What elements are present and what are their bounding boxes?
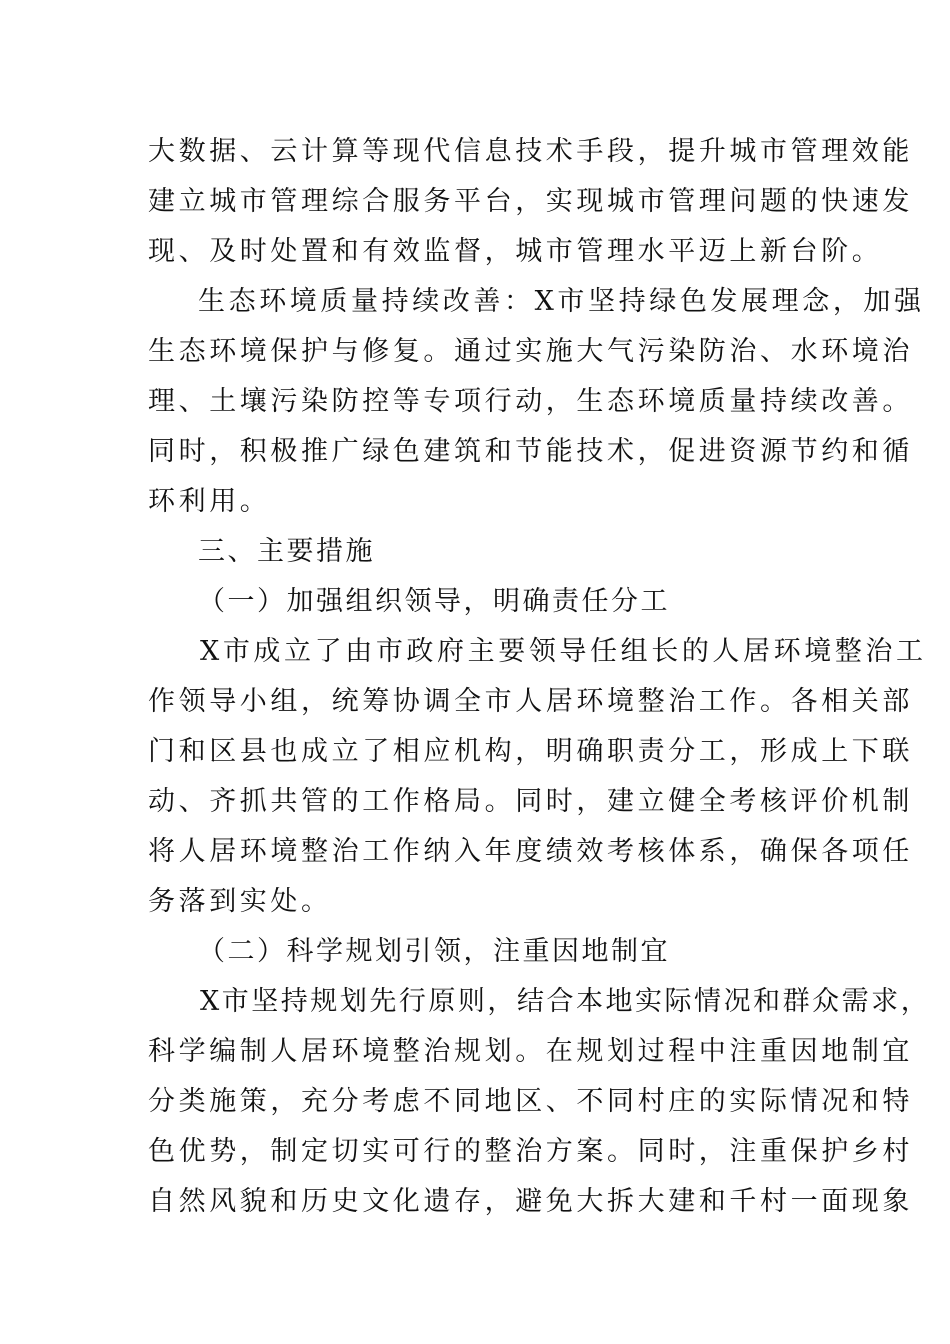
section-heading: 三、主要措施 (198, 536, 375, 567)
paragraph-line: 将人居环境整治工作纳入年度绩效考核体系，确保各项任 (148, 836, 913, 867)
paragraph-line: 科学编制人居环境整治规划。在规划过程中注重因地制宜 (148, 1036, 913, 1067)
paragraph-line: 建立城市管理综合服务平台，实现城市管理问题的快速发 (148, 186, 913, 217)
paragraph-line: 自然风貌和历史文化遗存，避免大拆大建和千村一面现象 (148, 1186, 913, 1217)
paragraph-line: 生态环境质量持续改善：X市坚持绿色发展理念，加强 (198, 286, 925, 317)
paragraph-line: 门和区县也成立了相应机构，明确职责分工，形成上下联 (148, 736, 913, 767)
paragraph-line: 色优势，制定切实可行的整治方案。同时，注重保护乡村 (148, 1136, 913, 1167)
paragraph-line: 大数据、云计算等现代信息技术手段，提升城市管理效能 (148, 136, 913, 167)
subsection-heading: （二）科学规划引领，注重因地制宜 (198, 936, 670, 967)
paragraph-line: 理、土壤污染防控等专项行动，生态环境质量持续改善。 (148, 386, 913, 417)
paragraph-line: X市坚持规划先行原则，结合本地实际情况和群众需求， (200, 986, 931, 1017)
subsection-heading: （一）加强组织领导，明确责任分工 (198, 586, 670, 617)
paragraph-line: 现、及时处置和有效监督，城市管理水平迈上新台阶。 (148, 236, 883, 267)
paragraph-line: X市成立了由市政府主要领导任组长的人居环境整治工 (200, 636, 927, 667)
paragraph-line: 生态环境保护与修复。通过实施大气污染防治、水环境治 (148, 336, 913, 367)
paragraph-line: 同时，积极推广绿色建筑和节能技术，促进资源节约和循 (148, 436, 913, 467)
paragraph-line: 动、齐抓共管的工作格局。同时，建立健全考核评价机制 (148, 786, 913, 817)
paragraph-line: 分类施策，充分考虑不同地区、不同村庄的实际情况和特 (148, 1086, 913, 1117)
paragraph-line: 环利用。 (148, 486, 271, 517)
paragraph-line: 务落到实处。 (148, 886, 332, 917)
paragraph-line: 作领导小组，统筹协调全市人居环境整治工作。各相关部 (148, 686, 913, 717)
